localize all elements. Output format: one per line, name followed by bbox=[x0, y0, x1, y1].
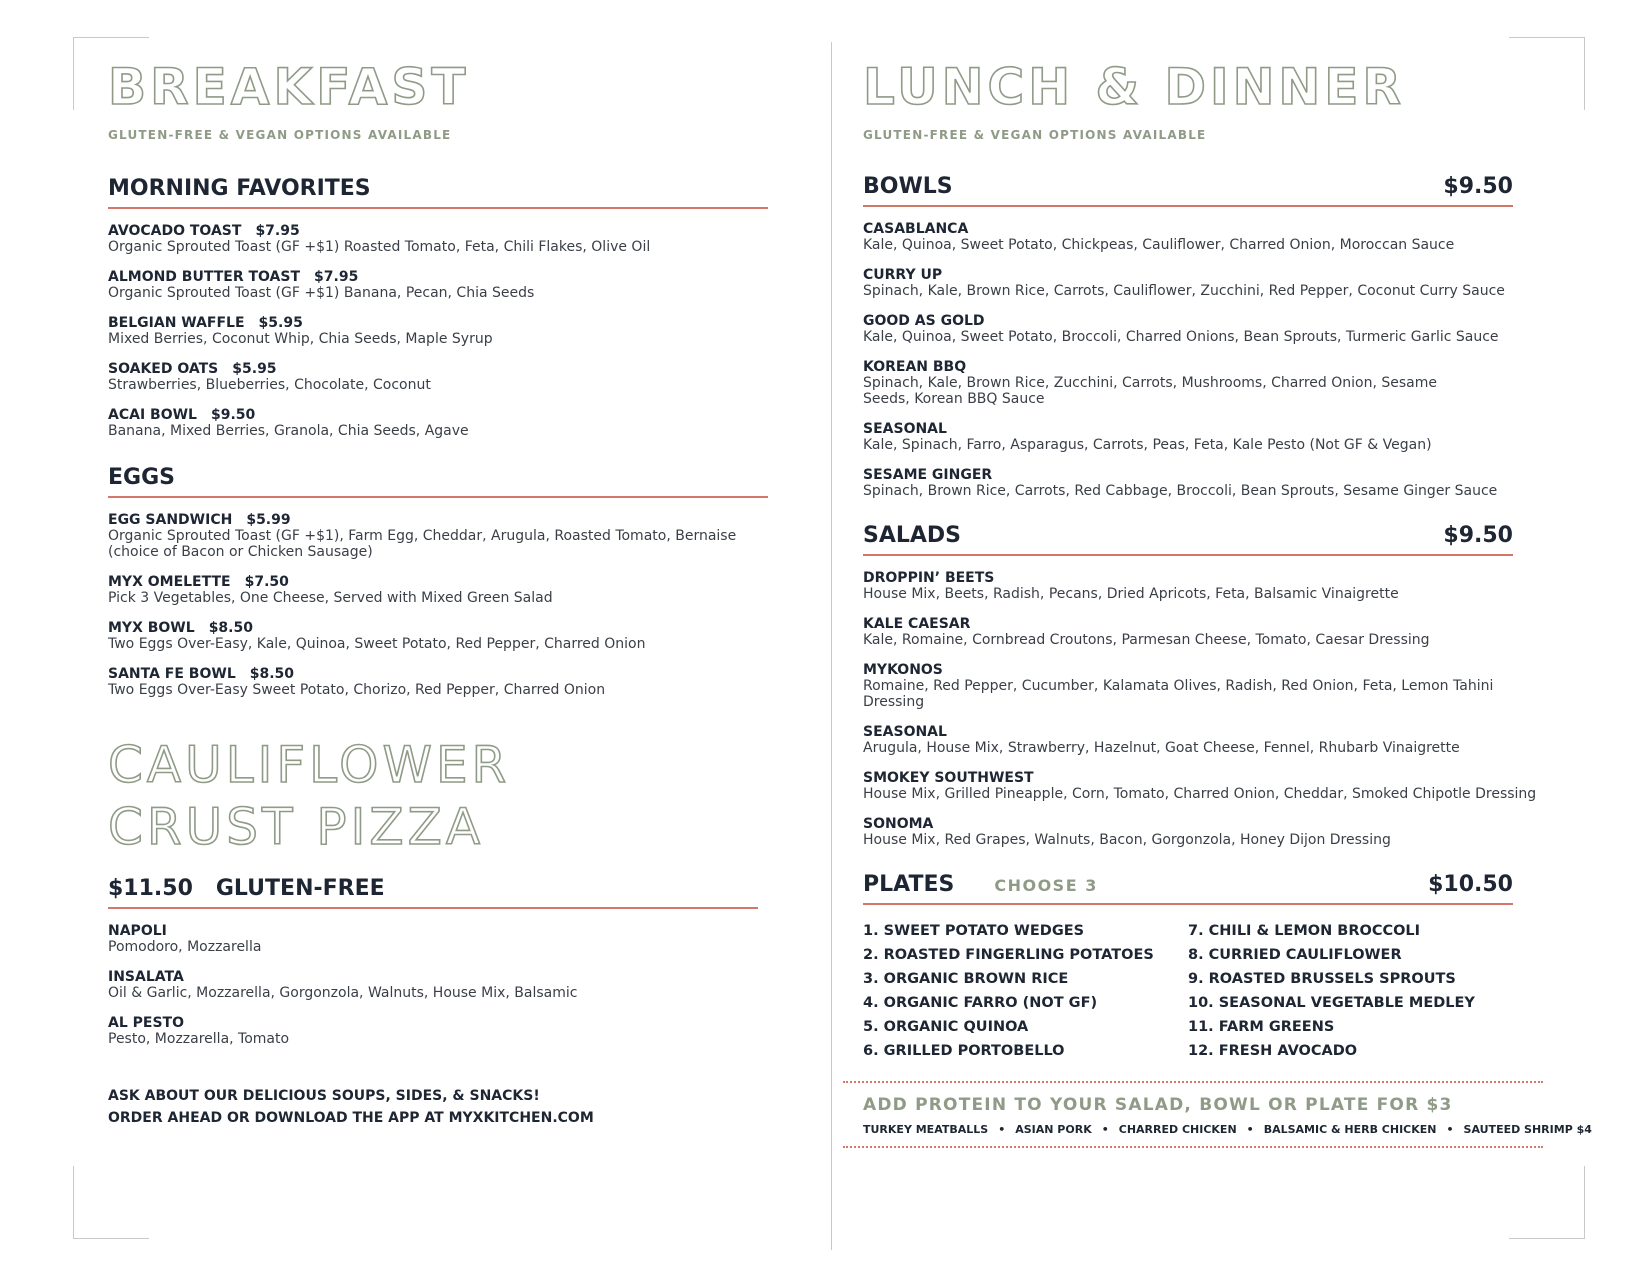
morning-favorites-list bbox=[108, 223, 768, 439]
item-name: KOREAN BBQ bbox=[863, 359, 967, 375]
item-name: CASABLANCA bbox=[863, 221, 969, 237]
item-name: GOOD AS GOLD bbox=[863, 313, 985, 329]
item-name: SONOMA bbox=[863, 816, 934, 832]
plate-option: 1. SWEET POTATO WEDGES bbox=[863, 923, 1085, 939]
menu-item bbox=[108, 666, 768, 698]
menu-item bbox=[863, 467, 1553, 499]
menu-item bbox=[863, 221, 1553, 253]
item-name: SMOKEY SOUTHWEST bbox=[863, 770, 1034, 786]
item-name: ACAI BOWL bbox=[108, 407, 197, 423]
protein-box bbox=[843, 1081, 1592, 1148]
item-desc: Pesto, Mozzarella, Tomato bbox=[108, 1031, 290, 1047]
menu-item bbox=[108, 407, 768, 439]
item-desc: Strawberries, Blueberries, Chocolate, Coconut bbox=[108, 377, 431, 393]
menu-item bbox=[863, 359, 1553, 407]
item-name: KALE CAESAR bbox=[863, 616, 971, 632]
protein-option: SAUTEED SHRIMP $4 bbox=[1463, 1123, 1592, 1136]
salads-list bbox=[863, 570, 1553, 848]
footer-line-1: ASK ABOUT OUR DELICIOUS SOUPS, SIDES, & SNACKS! bbox=[108, 1088, 540, 1104]
bullet-separator: • bbox=[1101, 1123, 1109, 1136]
item-price: $9.50 bbox=[210, 407, 256, 423]
item-price: $5.95 bbox=[258, 315, 303, 331]
item-name: MYX BOWL bbox=[108, 620, 195, 636]
protein-option: CHARRED CHICKEN bbox=[1118, 1123, 1237, 1136]
pizza-title bbox=[108, 734, 768, 858]
item-desc: House Mix, Beets, Radish, Pecans, Dried Apricots, Feta, Balsamic Vinaigrette bbox=[863, 586, 1399, 602]
left-column bbox=[108, 56, 768, 1129]
protein-bottom-rule bbox=[843, 1146, 1543, 1148]
plate-option: 10. SEASONAL VEGETABLE MEDLEY bbox=[1188, 995, 1475, 1011]
item-desc: Organic Sprouted Toast (GF +$1) Banana, Pecan, Chia Seeds bbox=[108, 285, 535, 301]
item-name: SEASONAL bbox=[863, 724, 947, 740]
plate-option: 11. FARM GREENS bbox=[1188, 1019, 1335, 1035]
item-desc: Two Eggs Over-Easy, Kale, Quinoa, Sweet Potato, Red Pepper, Charred Onion bbox=[108, 636, 646, 652]
eggs-header bbox=[108, 465, 768, 498]
plates-header bbox=[863, 872, 1513, 905]
menu-item bbox=[108, 1015, 768, 1047]
item-name: SANTA FE BOWL bbox=[108, 666, 236, 682]
right-column bbox=[863, 56, 1592, 1148]
item-desc: Kale, Romaine, Cornbread Croutons, Parmesan Cheese, Tomato, Caesar Dressing bbox=[863, 632, 1430, 648]
protein-option: TURKEY MEATBALLS bbox=[863, 1123, 989, 1136]
menu-item bbox=[863, 662, 1553, 710]
item-name: MYKONOS bbox=[863, 662, 943, 678]
item-desc: Spinach, Kale, Brown Rice, Zucchini, Carrots, Mushrooms, Charred Onion, Sesame Seeds, Korean BBQ Sauce bbox=[863, 375, 1437, 407]
menu-item bbox=[108, 512, 768, 560]
pizza-header bbox=[108, 876, 758, 909]
item-desc: Arugula, House Mix, Strawberry, Hazelnut, Goat Cheese, Fennel, Rhubarb Vinaigrette bbox=[863, 740, 1460, 756]
bullet-separator: • bbox=[1446, 1123, 1454, 1136]
item-name: NAPOLI bbox=[108, 923, 167, 939]
menu-item bbox=[108, 269, 768, 301]
menu-item bbox=[108, 361, 768, 393]
menu-item bbox=[863, 616, 1553, 648]
menu-item bbox=[863, 816, 1553, 848]
menu-item bbox=[108, 969, 768, 1001]
plates-price: $10.50 bbox=[1428, 872, 1513, 897]
frame-corner-bottom-left bbox=[73, 1166, 149, 1239]
item-name: DROPPIN’ BEETS bbox=[863, 570, 995, 586]
item-price: $7.95 bbox=[255, 223, 300, 239]
breakfast-tagline: GLUTEN-FREE & VEGAN OPTIONS AVAILABLE bbox=[108, 128, 452, 142]
bowls-heading: BOWLS bbox=[863, 174, 953, 199]
item-price: $5.99 bbox=[246, 512, 291, 528]
item-price: $8.50 bbox=[208, 620, 253, 636]
page-divider bbox=[831, 42, 832, 1250]
item-desc: Organic Sprouted Toast (GF +$1) Roasted Tomato, Feta, Chili Flakes, Olive Oil bbox=[108, 239, 651, 255]
footer-note bbox=[108, 1085, 768, 1129]
item-price: $7.95 bbox=[314, 269, 359, 285]
bowls-price: $9.50 bbox=[1443, 174, 1513, 199]
menu-item bbox=[108, 223, 768, 255]
plate-option: 4. ORGANIC FARRO (NOT GF) bbox=[863, 995, 1098, 1011]
item-desc: Kale, Spinach, Farro, Asparagus, Carrots, Peas, Feta, Kale Pesto (Not GF & Vegan) bbox=[863, 437, 1432, 453]
item-desc: Spinach, Brown Rice, Carrots, Red Cabbage, Broccoli, Bean Sprouts, Sesame Ginger Sauce bbox=[863, 483, 1498, 499]
item-desc: House Mix, Grilled Pineapple, Corn, Tomato, Charred Onion, Cheddar, Smoked Chipotle Dressing bbox=[863, 786, 1537, 802]
morning-favorites-heading: MORNING FAVORITES bbox=[108, 176, 371, 201]
item-name: AVOCADO TOAST bbox=[108, 223, 242, 239]
item-name: BELGIAN WAFFLE bbox=[108, 315, 245, 331]
item-desc: Pomodoro, Mozzarella bbox=[108, 939, 262, 955]
morning-favorites-header bbox=[108, 176, 768, 209]
eggs-list bbox=[108, 512, 768, 698]
item-name: INSALATA bbox=[108, 969, 184, 985]
plate-option: 5. ORGANIC QUINOA bbox=[863, 1019, 1029, 1035]
protein-options bbox=[863, 1123, 1592, 1136]
item-desc: House Mix, Red Grapes, Walnuts, Bacon, Gorgonzola, Honey Dijon Dressing bbox=[863, 832, 1391, 848]
item-desc: Romaine, Red Pepper, Cucumber, Kalamata Olives, Radish, Red Onion, Feta, Lemon Tahini Dressing bbox=[863, 678, 1494, 710]
item-desc: Mixed Berries, Coconut Whip, Chia Seeds, Maple Syrup bbox=[108, 331, 493, 347]
plate-option: 12. FRESH AVOCADO bbox=[1188, 1043, 1358, 1059]
menu-item bbox=[108, 315, 768, 347]
pizza-title-line1: CAULIFLOWER bbox=[108, 736, 511, 794]
item-desc: Organic Sprouted Toast (GF +$1), Farm Egg, Cheddar, Arugula, Roasted Tomato, Bernaise (choice of Bacon or Chicken Sausage) bbox=[108, 528, 737, 560]
item-desc: Oil & Garlic, Mozzarella, Gorgonzola, Walnuts, House Mix, Balsamic bbox=[108, 985, 578, 1001]
menu-item bbox=[108, 923, 768, 955]
protein-option: BALSAMIC & HERB CHICKEN bbox=[1263, 1123, 1437, 1136]
plates-heading-group bbox=[863, 872, 1098, 897]
bowls-list bbox=[863, 221, 1553, 499]
plate-option: 6. GRILLED PORTOBELLO bbox=[863, 1043, 1065, 1059]
item-price: $8.50 bbox=[249, 666, 295, 682]
menu-item bbox=[108, 574, 768, 606]
item-name: AL PESTO bbox=[108, 1015, 184, 1031]
salads-price: $9.50 bbox=[1443, 523, 1513, 548]
item-name: SOAKED OATS bbox=[108, 361, 219, 377]
item-desc: Two Eggs Over-Easy Sweet Potato, Chorizo, Red Pepper, Charred Onion bbox=[108, 682, 606, 698]
item-price: $5.95 bbox=[232, 361, 277, 377]
pizza-heading: $11.50 GLUTEN-FREE bbox=[108, 876, 385, 901]
pizza-title-line2: CRUST PIZZA bbox=[108, 798, 485, 856]
item-desc: Pick 3 Vegetables, One Cheese, Served with Mixed Green Salad bbox=[108, 590, 553, 606]
breakfast-title: BREAKFAST bbox=[108, 58, 470, 116]
lunch-dinner-title: LUNCH & DINNER bbox=[863, 58, 1405, 116]
menu-item bbox=[863, 267, 1553, 299]
bullet-separator: • bbox=[998, 1123, 1006, 1136]
plate-option: 3. ORGANIC BROWN RICE bbox=[863, 971, 1069, 987]
plates-heading: PLATES bbox=[863, 872, 955, 897]
plate-option: 9. ROASTED BRUSSELS SPROUTS bbox=[1188, 971, 1456, 987]
frame-corner-bottom-right bbox=[1509, 1166, 1585, 1239]
item-name: MYX OMELETTE bbox=[108, 574, 231, 590]
protein-content bbox=[843, 1083, 1592, 1146]
item-price: $7.50 bbox=[244, 574, 289, 590]
salads-header bbox=[863, 523, 1513, 556]
menu-item bbox=[863, 421, 1553, 453]
plate-option: 7. CHILI & LEMON BROCCOLI bbox=[1188, 923, 1421, 939]
item-name: CURRY UP bbox=[863, 267, 943, 283]
item-desc: Spinach, Kale, Brown Rice, Carrots, Cauliflower, Zucchini, Red Pepper, Coconut Curry Sauce bbox=[863, 283, 1505, 299]
menu-item bbox=[863, 570, 1553, 602]
salads-heading: SALADS bbox=[863, 523, 962, 548]
bowls-header bbox=[863, 174, 1513, 207]
plate-option: 2. ROASTED FINGERLING POTATOES bbox=[863, 947, 1154, 963]
item-name: EGG SANDWICH bbox=[108, 512, 233, 528]
eggs-heading: EGGS bbox=[108, 465, 175, 490]
plate-option: 8. CURRIED CAULIFLOWER bbox=[1188, 947, 1402, 963]
lunch-tagline: GLUTEN-FREE & VEGAN OPTIONS AVAILABLE bbox=[863, 128, 1207, 142]
protein-option: ASIAN PORK bbox=[1015, 1123, 1092, 1136]
plates-choose: CHOOSE 3 bbox=[994, 876, 1098, 895]
footer-line-2: ORDER AHEAD OR DOWNLOAD THE APP AT MYXKITCHEN.COM bbox=[108, 1110, 594, 1126]
item-desc: Kale, Quinoa, Sweet Potato, Broccoli, Charred Onions, Bean Sprouts, Turmeric Garlic Sauce bbox=[863, 329, 1499, 345]
item-desc: Banana, Mixed Berries, Granola, Chia Seeds, Agave bbox=[108, 423, 469, 439]
protein-title: ADD PROTEIN TO YOUR SALAD, BOWL OR PLATE FOR $3 bbox=[863, 1095, 1453, 1115]
menu-item bbox=[863, 724, 1553, 756]
bullet-separator: • bbox=[1246, 1123, 1254, 1136]
menu-item bbox=[863, 770, 1553, 802]
item-name: SEASONAL bbox=[863, 421, 947, 437]
pizza-list bbox=[108, 923, 768, 1047]
plates-options bbox=[863, 923, 1553, 1059]
item-name: SESAME GINGER bbox=[863, 467, 993, 483]
menu-item bbox=[863, 313, 1553, 345]
item-desc: Kale, Quinoa, Sweet Potato, Chickpeas, Cauliflower, Charred Onion, Moroccan Sauce bbox=[863, 237, 1455, 253]
menu-item bbox=[108, 620, 768, 652]
item-name: ALMOND BUTTER TOAST bbox=[108, 269, 301, 285]
